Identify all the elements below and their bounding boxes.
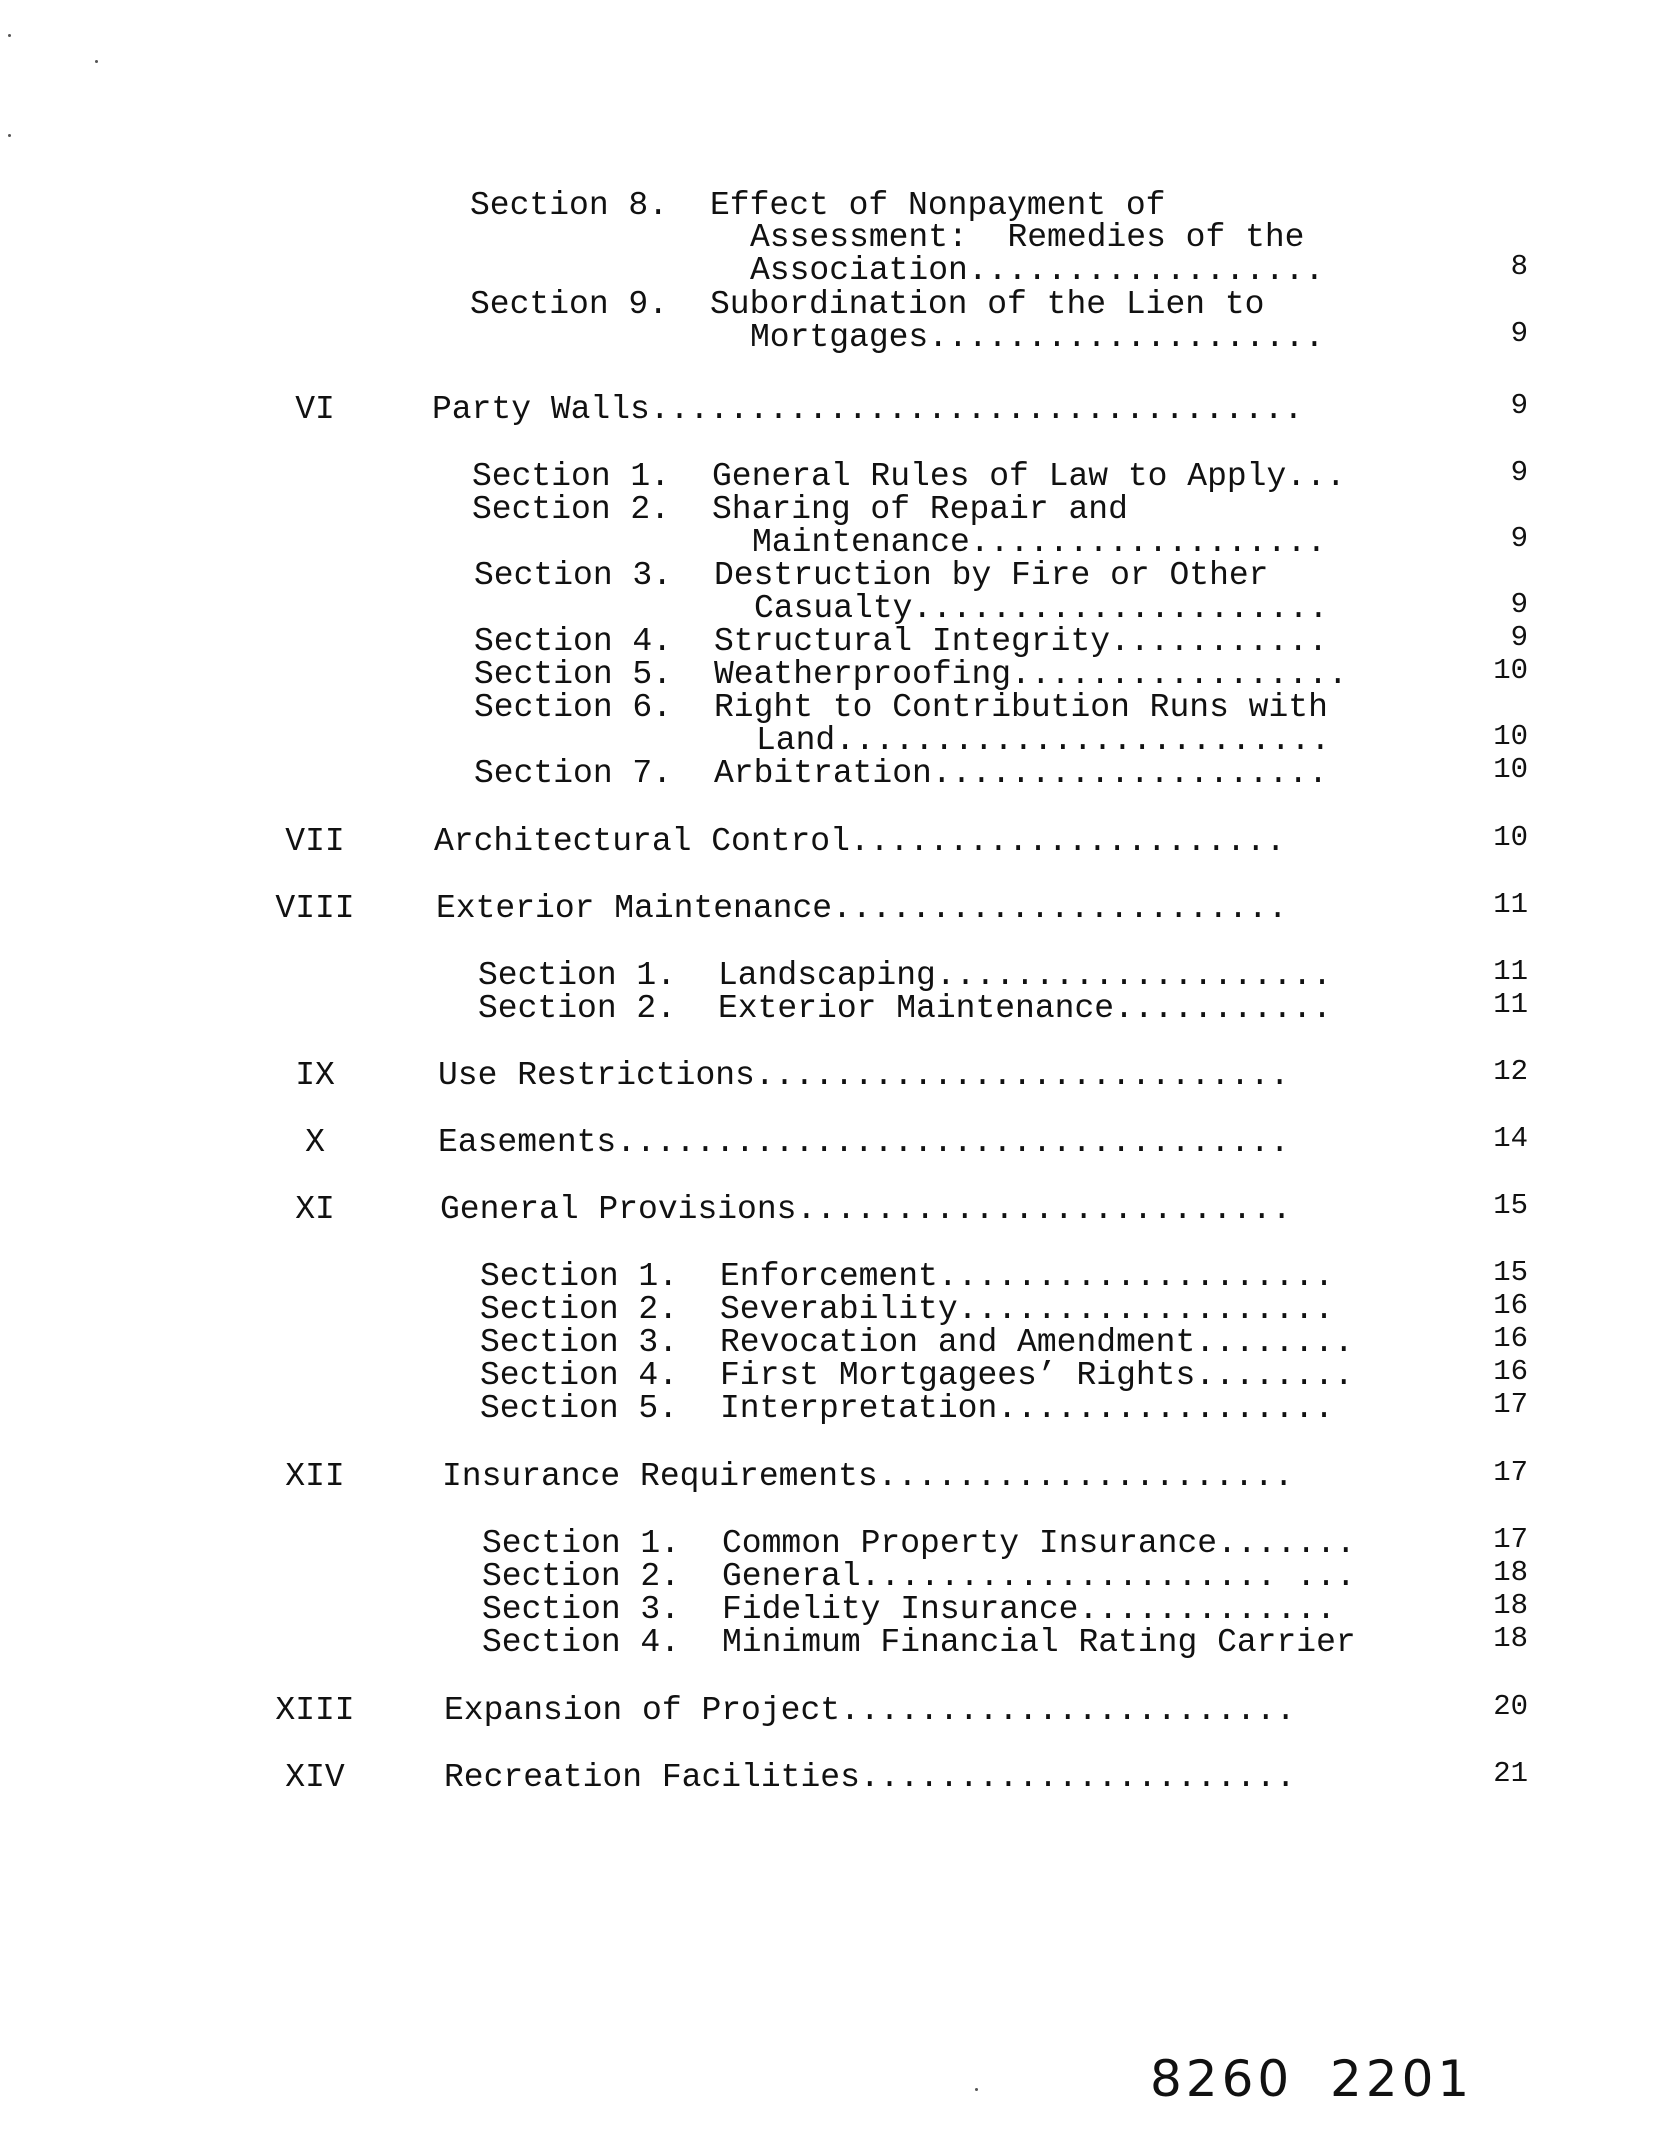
section-label: Section 1. [478, 957, 677, 994]
section-label: Section 3. [480, 1324, 679, 1361]
toc-entry-text: Common Property Insurance....... [722, 1525, 1356, 1562]
section-label: Section 2. [482, 1558, 681, 1595]
toc-entry-text: Destruction by Fire or Other [714, 557, 1269, 594]
page-number: 10 [1493, 821, 1528, 854]
scan-speck [8, 34, 11, 37]
page-number: 21 [1493, 1757, 1528, 1790]
toc-entry-text: General..................... ... [722, 1558, 1356, 1595]
toc-entry-text: Fidelity Insurance............. [722, 1591, 1336, 1628]
section-label: Section 7. [474, 755, 673, 792]
section-label: Section 3. [474, 557, 673, 594]
page-number: 14 [1493, 1122, 1528, 1155]
section-label: Section 2. [480, 1291, 679, 1328]
page-number: 16 [1493, 1289, 1528, 1322]
page-number: 9 [1510, 621, 1528, 654]
page-number: 9 [1510, 389, 1528, 422]
toc-entry-text: Arbitration.................... [714, 755, 1328, 792]
page-number: 10 [1493, 654, 1528, 687]
section-label: Section 8. [470, 187, 669, 224]
toc-entry-text: Enforcement.................... [720, 1258, 1334, 1295]
article-number: XI [295, 1191, 335, 1228]
section-label: Section 9. [470, 286, 669, 323]
page-number: 18 [1493, 1622, 1528, 1655]
page-number: 18 [1493, 1556, 1528, 1589]
toc-entry-text: Assessment: Remedies of the [750, 219, 1305, 256]
toc-entry-text: Effect of Nonpayment of [710, 187, 1166, 224]
toc-entry-text: Use Restrictions........................... [438, 1057, 1290, 1094]
scan-speck [8, 134, 11, 137]
section-label: Section 4. [480, 1357, 679, 1394]
page-number: 9 [1510, 456, 1528, 489]
page-number: 9 [1510, 317, 1528, 350]
page-number: 10 [1493, 720, 1528, 753]
page-number: 17 [1493, 1388, 1528, 1421]
scan-speck [95, 60, 98, 63]
toc-entry-text: Expansion of Project....................... [444, 1692, 1296, 1729]
section-label: Section 4. [482, 1624, 681, 1661]
toc-entry-text: Sharing of Repair and [712, 491, 1128, 528]
page-number: 11 [1493, 888, 1528, 921]
toc-entry-text: Insurance Requirements..................... [442, 1458, 1294, 1495]
toc-entry-text: Exterior Maintenance....................... [436, 890, 1288, 927]
section-label: Section 3. [482, 1591, 681, 1628]
page-number: 11 [1493, 955, 1528, 988]
section-label: Section 2. [478, 990, 677, 1027]
page-number: 9 [1510, 588, 1528, 621]
toc-entry-text: Exterior Maintenance........... [718, 990, 1332, 1027]
section-label: Section 4. [474, 623, 673, 660]
toc-entry-text: Easements.................................. [438, 1124, 1290, 1161]
page-number: 16 [1493, 1322, 1528, 1355]
toc-entry-text: Land......................... [756, 722, 1331, 759]
section-label: Section 1. [472, 458, 671, 495]
page-number: 10 [1493, 753, 1528, 786]
toc-entry-text: Casualty..................... [754, 590, 1329, 627]
toc-entry-text: Revocation and Amendment........ [720, 1324, 1354, 1361]
page-number: 8 [1510, 250, 1528, 283]
toc-entry-text: Association.................. [750, 252, 1325, 289]
page-number: 15 [1493, 1256, 1528, 1289]
article-number: XIII [275, 1692, 355, 1729]
page-number: 16 [1493, 1355, 1528, 1388]
article-number: XII [285, 1458, 345, 1495]
article-number: VIII [275, 890, 355, 927]
article-number: XIV [285, 1759, 345, 1796]
toc-entry-text: General Provisions......................... [440, 1191, 1292, 1228]
section-label: Section 2. [472, 491, 671, 528]
toc-entry-text: Minimum Financial Rating Carrier [722, 1624, 1356, 1661]
toc-entry-text: Weatherproofing................. [714, 656, 1348, 693]
page-number: 11 [1493, 988, 1528, 1021]
footer-code-a: 8260 [1150, 2050, 1294, 2108]
scan-speck [975, 2088, 978, 2091]
article-number: IX [295, 1057, 335, 1094]
section-label: Section 6. [474, 689, 673, 726]
section-label: Section 1. [482, 1525, 681, 1562]
toc-entry-text: Mortgages.................... [750, 319, 1325, 356]
page-number: 20 [1493, 1690, 1528, 1723]
toc-entry-text: Structural Integrity........... [714, 623, 1328, 660]
toc-entry-text: Landscaping.................... [718, 957, 1332, 994]
page-number: 9 [1510, 522, 1528, 555]
page-number: 15 [1493, 1189, 1528, 1222]
toc-entry-text: Architectural Control...................... [434, 823, 1286, 860]
page-number: 17 [1493, 1456, 1528, 1489]
section-label: Section 5. [480, 1390, 679, 1427]
toc-entry-text: Right to Contribution Runs with [714, 689, 1328, 726]
toc-entry-text: Party Walls................................. [432, 391, 1304, 428]
article-number: VI [295, 391, 335, 428]
article-number: X [305, 1124, 325, 1161]
article-number: VII [285, 823, 345, 860]
toc-entry-text: Severability................... [720, 1291, 1334, 1328]
footer-code-b: 2201 [1330, 2050, 1474, 2108]
toc-entry-text: Recreation Facilities...................... [444, 1759, 1296, 1796]
section-label: Section 5. [474, 656, 673, 693]
toc-entry-text: Maintenance.................. [752, 524, 1327, 561]
page-number: 18 [1493, 1589, 1528, 1622]
toc-entry-text: Subordination of the Lien to [710, 286, 1265, 323]
toc-entry-text: General Rules of Law to Apply... [712, 458, 1346, 495]
toc-entry-text: Interpretation................. [720, 1390, 1334, 1427]
page-number: 17 [1493, 1523, 1528, 1556]
page-number: 12 [1493, 1055, 1528, 1088]
section-label: Section 1. [480, 1258, 679, 1295]
toc-entry-text: First Mortgagees’ Rights........ [720, 1357, 1354, 1394]
